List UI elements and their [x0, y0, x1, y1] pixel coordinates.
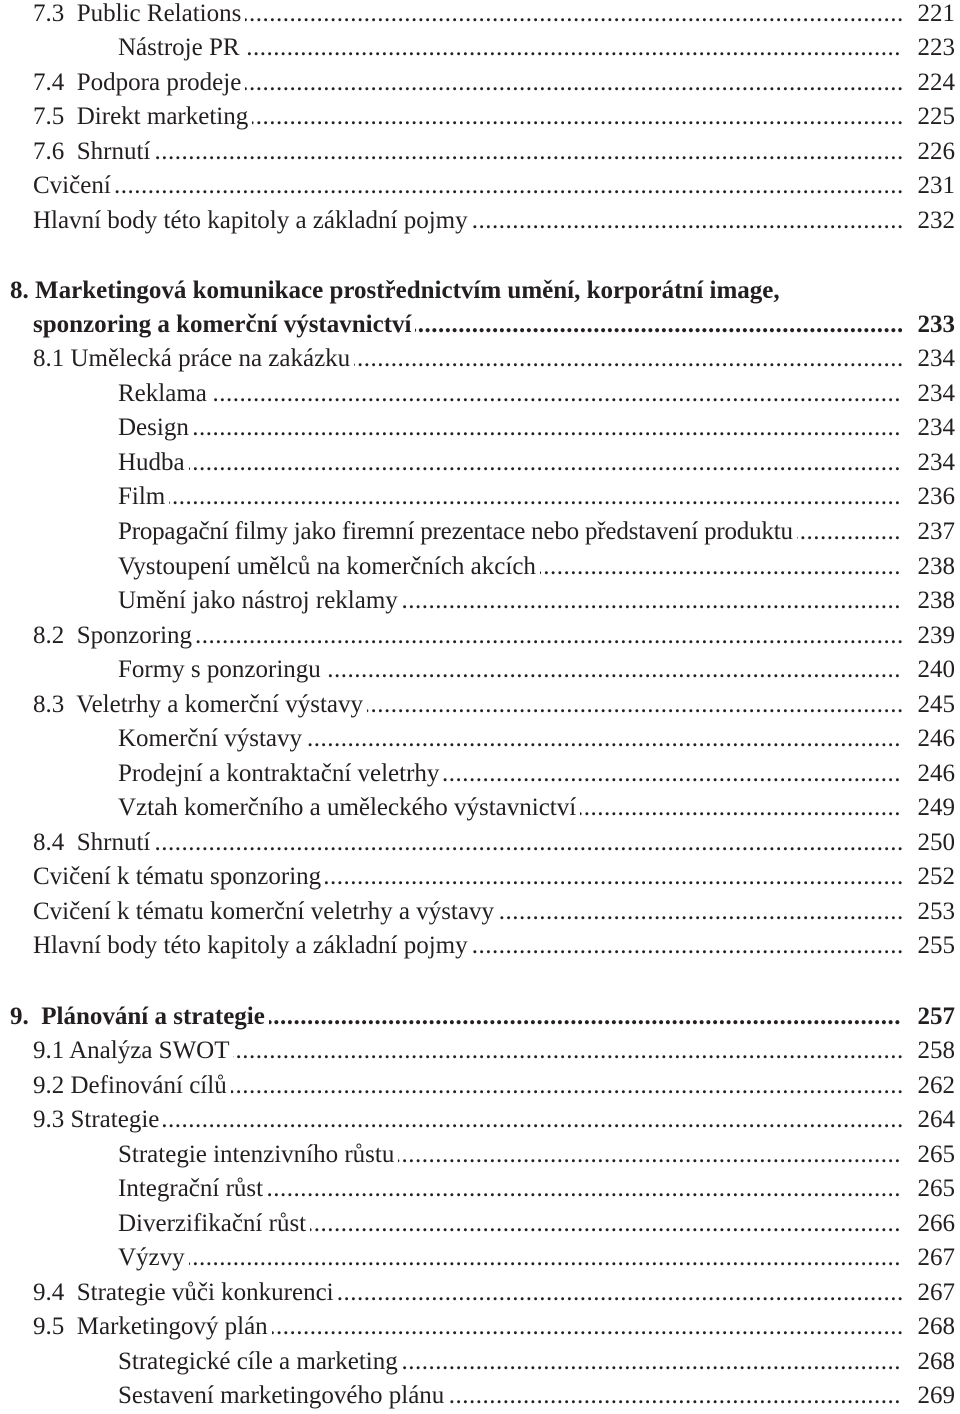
toc-page-number: 249 [917, 794, 955, 821]
toc-entry-title: Strategické cíle a marketing [118, 1345, 402, 1379]
leader-dots [118, 480, 902, 514]
leader-dots [33, 826, 902, 860]
leader-dots [118, 1241, 902, 1275]
chapter-heading-line-1: 8. Marketingová komunikace prostřednictvím umění, korporátní image, [10, 277, 780, 304]
toc-entry-title: Design [118, 411, 193, 445]
toc-entry-title: 9. Plánování a strategie [10, 1000, 269, 1034]
leader-dots [33, 135, 902, 169]
toc-entry [0, 619, 960, 653]
toc-entry [0, 826, 960, 860]
toc-page-number: 268 [917, 1348, 955, 1375]
toc-entry [0, 204, 960, 238]
toc-entry [0, 1310, 960, 1344]
toc-entry [0, 653, 960, 687]
toc-entry [0, 929, 960, 963]
toc-entry-title: Sestavení marketingového plánu [118, 1379, 448, 1413]
toc-page-number: 265 [917, 1141, 955, 1168]
toc-page-number: 234 [917, 380, 955, 407]
toc-entry-title: Vystoupení umělců na komerčních akcích [118, 550, 540, 584]
toc-page-number: 231 [917, 172, 955, 199]
toc-page-number: 268 [917, 1313, 955, 1340]
leader-dots [33, 169, 902, 203]
toc-page-number: 221 [917, 0, 955, 27]
toc-entry [0, 1103, 960, 1137]
toc-page-number: 234 [917, 449, 955, 476]
leader-dots [118, 411, 902, 445]
toc-entry-title: Prodejní a kontraktační veletrhy [118, 757, 443, 791]
toc-entry-title: Integrační růst [118, 1172, 267, 1206]
toc-entry-title: 8.4 Shrnutí [33, 826, 154, 860]
leader-dots [118, 446, 902, 480]
toc-entry-title: 7.5 Direkt marketing [33, 100, 252, 134]
toc-entry [0, 550, 960, 584]
toc-entry [0, 895, 960, 929]
toc-page-number: 237 [917, 518, 955, 545]
toc-entry [0, 791, 960, 825]
toc-entry-title: Diverzifikační růst [118, 1207, 310, 1241]
toc-entry [0, 135, 960, 169]
toc-page-number: 239 [917, 622, 955, 649]
toc-page-number: 232 [917, 207, 955, 234]
toc-entry-chapter [0, 1000, 960, 1034]
toc-entry-chapter [0, 308, 960, 342]
toc-entry-title: Film [118, 480, 169, 514]
toc-page-number: 267 [917, 1279, 955, 1306]
toc-entry-title: 7.6 Shrnutí [33, 135, 154, 169]
toc-page-number: 257 [917, 1003, 955, 1030]
toc-page-number: 224 [917, 69, 955, 96]
toc-entry-title: Strategie intenzivního růstu [118, 1138, 398, 1172]
toc-entry [0, 1345, 960, 1379]
toc-entry [0, 688, 960, 722]
toc-page-number: 264 [917, 1106, 955, 1133]
toc-page-number: 252 [917, 863, 955, 890]
toc-entry-title: 8.2 Sponzoring [33, 619, 196, 653]
toc-page-number: 234 [917, 414, 955, 441]
toc-page-number: 262 [917, 1072, 955, 1099]
toc-page-number: 236 [917, 483, 955, 510]
toc-page-number: 267 [917, 1244, 955, 1271]
toc-entry-title: Reklama [118, 377, 211, 411]
toc-page-number: 250 [917, 829, 955, 856]
toc-entry [0, 0, 960, 31]
toc-entry [0, 1241, 960, 1275]
toc-entry-title: 9.4 Strategie vůči konkurenci [33, 1276, 338, 1310]
toc-entry [0, 1379, 960, 1413]
toc-entry [0, 411, 960, 445]
toc-page-number: 233 [917, 311, 955, 338]
toc-entry-title: sponzoring a komerční výstavnictví [33, 308, 415, 342]
toc-entry [0, 66, 960, 100]
toc-entry-title: Formy s ponzoringu [118, 653, 325, 687]
toc-page-number: 238 [917, 587, 955, 614]
toc-entry-title: Komerční výstavy [118, 722, 306, 756]
toc-entry-title: Umění jako nástroj reklamy [118, 584, 402, 618]
toc-entry-title: 9.5 Marketingový plán [33, 1310, 272, 1344]
toc-page-number: 255 [917, 932, 955, 959]
toc-entry-title: 9.2 Definování cílů [33, 1069, 231, 1103]
toc-entry-title: Propagační filmy jako firemní prezentace nebo představení produktu [118, 515, 797, 549]
toc-entry-title: Nástroje PR [118, 31, 244, 65]
toc-page-number: 266 [917, 1210, 955, 1237]
toc-entry [0, 1138, 960, 1172]
toc-entry [0, 342, 960, 376]
toc-entry-title: Hlavní body této kapitoly a základní pojmy [33, 929, 472, 963]
toc-page-number: 253 [917, 898, 955, 925]
toc-entry [0, 31, 960, 65]
toc-entry-title: 9.3 Strategie [33, 1103, 163, 1137]
toc-page-number: 246 [917, 725, 955, 752]
toc-entry-title: Hlavní body této kapitoly a základní pojmy [33, 204, 472, 238]
toc-page-number: 238 [917, 553, 955, 580]
toc-entry [0, 377, 960, 411]
toc-entry [0, 1172, 960, 1206]
toc-entry-title: 8.3 Veletrhy a komerční výstavy [33, 688, 367, 722]
toc-entry [0, 722, 960, 756]
leader-dots [118, 377, 902, 411]
toc-entry-title: Hudba [118, 446, 189, 480]
toc-entry [0, 480, 960, 514]
toc-entry [0, 1276, 960, 1310]
toc-entry-title: 7.4 Podpora prodeje [33, 66, 245, 100]
toc-page-number: 225 [917, 103, 955, 130]
toc-entry [0, 1069, 960, 1103]
toc-entry-title: 7.3 Public Relations [33, 0, 245, 31]
toc-entry-title: Cvičení k tématu sponzoring [33, 860, 325, 894]
toc-entry [0, 100, 960, 134]
toc-entry [0, 584, 960, 618]
toc-page-number: 226 [917, 138, 955, 165]
toc-entry-title: Výzvy [118, 1241, 189, 1275]
toc-page-number: 269 [917, 1382, 955, 1409]
toc-page-number: 234 [917, 345, 955, 372]
toc-entry [0, 1207, 960, 1241]
toc-page-number: 245 [917, 691, 955, 718]
toc-entry-title: 9.1 Analýza SWOT [33, 1034, 233, 1068]
toc-page-number: 265 [917, 1175, 955, 1202]
toc-entry [0, 860, 960, 894]
toc-page-number: 223 [917, 34, 955, 61]
toc-entry-title: 8.1 Umělecká práce na zakázku [33, 342, 354, 376]
toc-page-number: 258 [917, 1037, 955, 1064]
toc-entry [0, 446, 960, 480]
toc-entry-title: Cvičení [33, 169, 115, 203]
toc-entry-title: Vztah komerčního a uměleckého výstavnictví [118, 791, 580, 825]
toc-page-number: 246 [917, 760, 955, 787]
toc-entry [0, 515, 960, 549]
toc-entry-title: Cvičení k tématu komerční veletrhy a výstavy [33, 895, 498, 929]
toc-entry [0, 757, 960, 791]
toc-page-number: 240 [917, 656, 955, 683]
toc-entry [0, 169, 960, 203]
toc-entry [0, 1034, 960, 1068]
